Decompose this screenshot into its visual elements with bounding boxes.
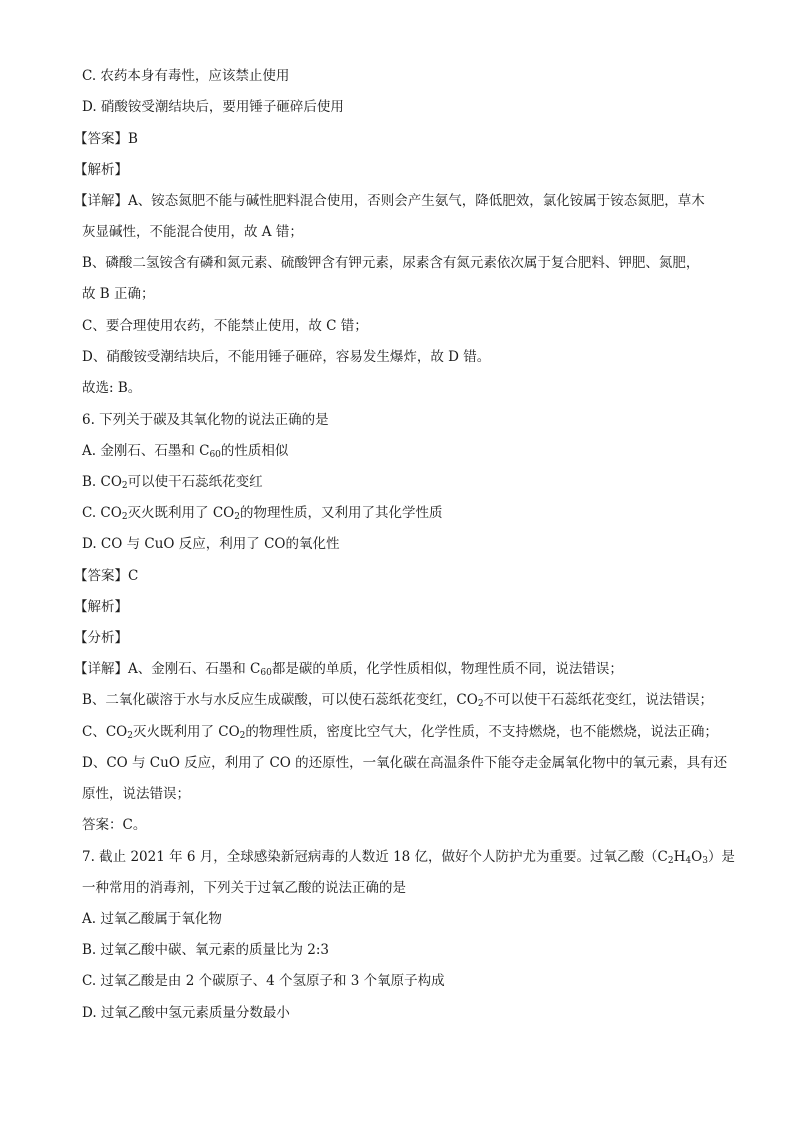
q7-option-d: D. 过氧乙酸中氢元素质量分数最小 <box>82 1005 290 1021</box>
q5-answer: 【答案】B <box>74 131 138 147</box>
q7-option-a: A. 过氧乙酸属于氧化物 <box>82 911 222 927</box>
q5-detail-line-5: C、要合理使用农药，不能禁止使用，故 C 错； <box>82 318 368 334</box>
q5-conclusion: 故选: B。 <box>82 380 142 396</box>
q5-option-c: C. 农药本身有毒性，应该禁止使用 <box>82 68 290 84</box>
q5-option-d: D. 硝酸铵受潮结块后，要用锤子砸碎后使用 <box>82 99 344 115</box>
q6-stem: 6. 下列关于碳及其氧化物的说法正确的是 <box>82 412 329 428</box>
q5-analysis-heading: 【解析】 <box>74 162 128 178</box>
q6-analysis-heading: 【解析】 <box>74 599 128 615</box>
q6-detail-line-4: D、CO 与 CuO 反应，利用了 CO 的还原性，一氧化碳在高温条件下能夺走金属氧化物中的氧元素，具有还 <box>82 755 728 771</box>
q5-detail-line-1: 【详解】A、铵态氮肥不能与碱性肥料混合使用，否则会产生氨气，降低肥效，氯化铵属于铵态氮肥，草木 <box>74 193 705 209</box>
q6-detail-line-5: 原性，说法错误； <box>82 786 190 802</box>
q6-option-b: B. $CO_2$可以使干石蕊纸花变红 <box>82 474 263 491</box>
q6-option-a: A. 金刚石、石墨和 $C_{60}$的性质相似 <box>82 443 289 460</box>
q6-detail-line-1: 【详解】A、金刚石、石墨和 $C_{60}$都是碳的单质，化学性质相似，物理性质不同，说法错误； <box>74 661 623 678</box>
q6-conclusion: 答案：C。 <box>82 817 147 833</box>
q7-stem-line-1: 7. 截止 2021 年 6 月，全球感染新冠病毒的人数近 18 亿，做好个人防护尤为重要。过氧乙酸$(C_2H_4O_3)$是 <box>82 849 735 866</box>
q6-fenxi-heading: 【分析】 <box>74 630 128 646</box>
q7-option-c: C. 过氧乙酸是由 2 个碳原子、4 个氢原子和 3 个氧原子构成 <box>82 973 445 989</box>
q5-detail-line-2: 灰显碱性，不能混合使用，故 A 错； <box>82 224 303 240</box>
q5-detail-line-6: D、硝酸铵受潮结块后，不能用锤子砸碎，容易发生爆炸，故 D 错。 <box>82 349 491 365</box>
q6-option-d: D. CO 与 CuO 反应，利用了 CO的氧化性 <box>82 536 340 552</box>
q6-answer: 【答案】C <box>74 568 139 584</box>
q6-detail-line-3: C、$CO_2$灭火既利用了 $CO_2$的物理性质，密度比空气大，化学性质，不支持燃烧，也不能燃烧，说法正确； <box>82 724 718 741</box>
q5-detail-line-4: 故 B 正确； <box>82 286 155 302</box>
q5-detail-line-3: B、磷酸二氢铵含有磷和氮元素、硫酸钾含有钾元素，尿素含有氮元素依次属于复合肥料、钾肥、氮肥， <box>82 255 700 271</box>
q6-option-c: C. $CO_2$灭火既利用了 $CO_2$的物理性质，又利用了其化学性质 <box>82 505 443 522</box>
q7-option-b: B. 过氧乙酸中碳、氧元素的质量比为 2:3 <box>82 942 330 958</box>
q6-detail-line-2: B、二氧化碳溶于水与水反应生成碳酸，可以使石蕊纸花变红，$CO_2$不可以使干石蕊纸花变红，说法错误； <box>82 692 714 709</box>
q7-stem-line-2: 一种常用的消毒剂，下列关于过氧乙酸的说法正确的是 <box>82 880 406 896</box>
